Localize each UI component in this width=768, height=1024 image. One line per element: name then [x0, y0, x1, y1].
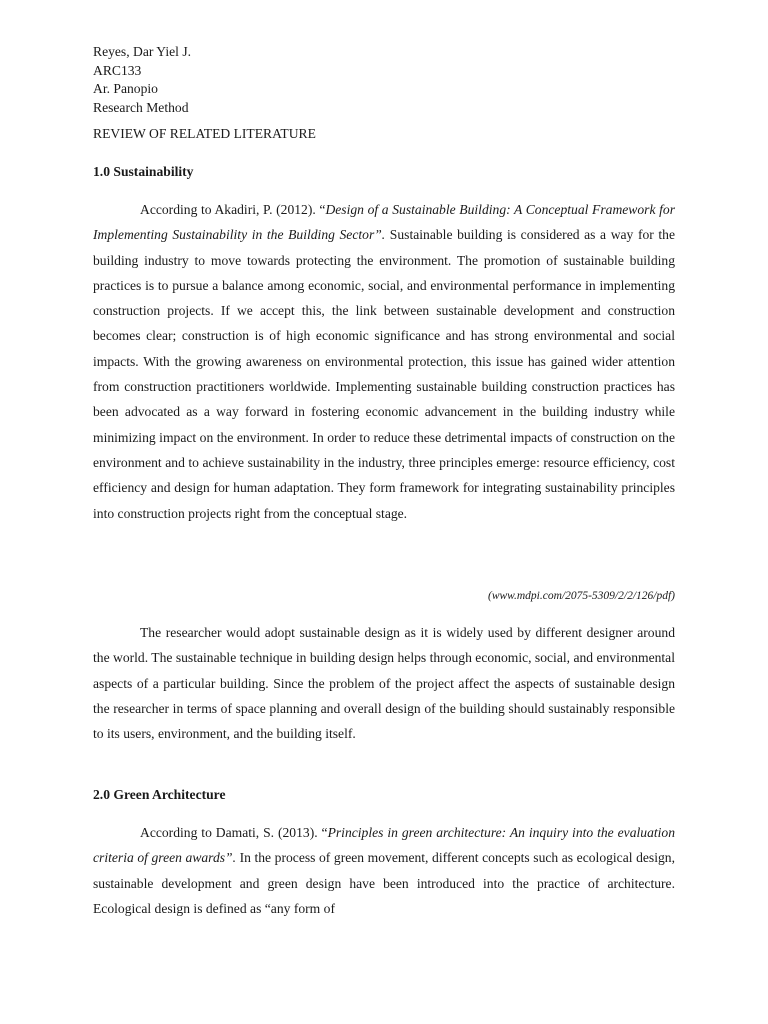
section-1-paragraph-2: The researcher would adopt sustainable design as it is widely used by different designer around the world. The sustainable technique in building design helps through economic, social, and environmental aspects of a particular building. Since the problem of the project affect the aspects of sustainable design the researcher in terms of space planning and overall design of the building should sustainably responsible to its users, environment, and the building itself. [93, 625, 675, 742]
section-1-paragraph-1 [93, 197, 675, 526]
instructor-name: Ar. Panopio [93, 81, 158, 96]
paragraph-body: Sustainable building is considered as a way for the building industry to move towards protecting the environment. The promotion of sustainable building practices is to pursue a balance among economic, social, and environmental performance in implementing construction projects. If we accept this, the link between sustainable development and construction becomes clear; construction is of high economic significance and has strong environmental and social impacts. With the growing awareness on environmental protection, this issue has gained wider attention from construction practitioners worldwide. Implementing sustainable building construction practices has been advocated as a way forward in fostering economic advancement in the building industry while minimizing impact on the environment. In order to reduce these detrimental impacts of construction on the environment and to achieve sustainability in the industry, three principles emerge: resource efficiency, cost efficiency and design for human adaptation. They form framework for integrating sustainability principles into construction projects right from the conceptual stage. [93, 227, 675, 521]
citation-lead: According to Akadiri, P. (2012). “ [140, 202, 326, 217]
student-header [93, 43, 191, 117]
subject-name: Research Method [93, 99, 189, 115]
section-2-heading: 2.0 Green Architecture [93, 787, 226, 802]
paragraph-body: In the process of green movement, different concepts such as ecological design, sustainable development and green design have been introduced into the practice of architecture. Ecological design is defined as “any form of [93, 850, 675, 916]
student-name: Reyes, Dar Yiel J. [93, 44, 192, 59]
section-2-paragraph-1 [93, 820, 675, 921]
source-url: (www.mdpi.com/2075-5309/2/2/126/pdf) [488, 590, 675, 602]
course-code: ARC133 [93, 62, 142, 78]
cited-title: Principles in green architecture: An inquiry into the evaluation criteria of green awards”. [93, 825, 676, 866]
section-1-heading: 1.0 Sustainability [93, 164, 194, 179]
citation-lead: According to Damati, S. (2013). “ [140, 825, 328, 840]
document-title: REVIEW OF RELATED LITERATURE [93, 126, 316, 141]
cited-title: Design of a Sustainable Building: A Conceptual Framework for Implementing Sustainability in the Building Sector”. [93, 202, 675, 243]
